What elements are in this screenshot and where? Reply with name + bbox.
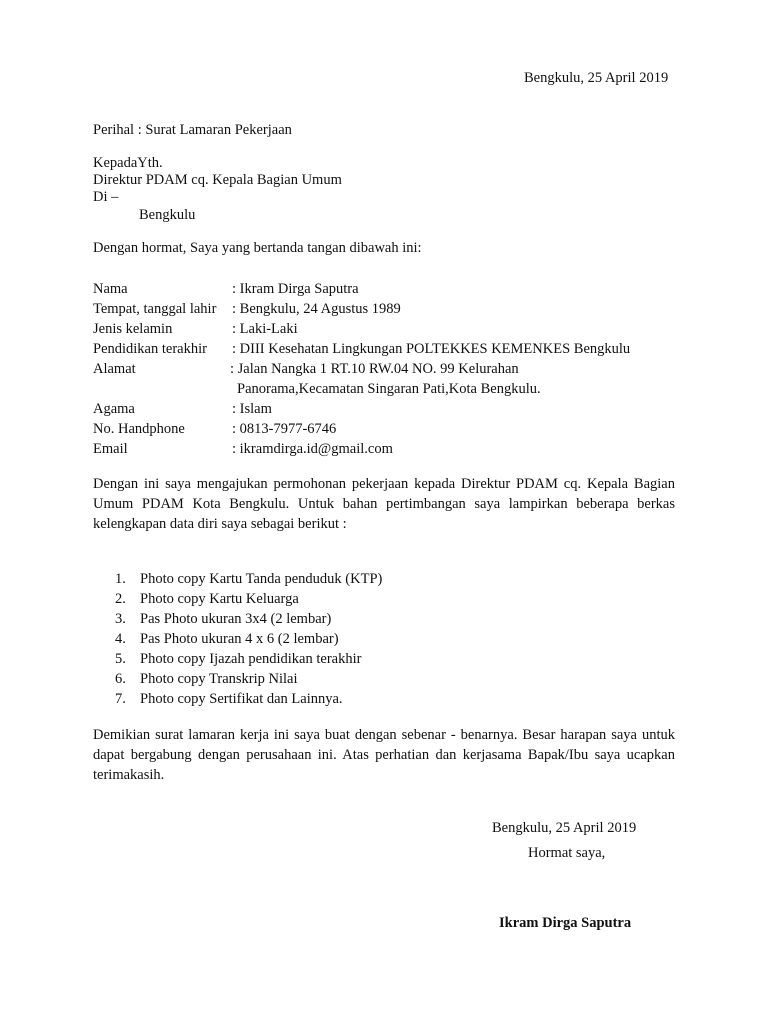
list-item-number: 1. — [115, 571, 126, 587]
identity-label: Alamat — [93, 361, 136, 377]
identity-label: Nama — [93, 281, 128, 297]
list-item-text: Photo copy Ijazah pendidikan terakhir — [140, 651, 362, 667]
identity-value: : Islam — [232, 401, 272, 417]
identity-value: : Laki-Laki — [232, 321, 298, 337]
signature-name: Ikram Dirga Saputra — [499, 915, 632, 931]
identity-label: Tempat, tanggal lahir — [93, 301, 217, 317]
list-item-number: 3. — [115, 611, 126, 627]
recipient-line-3: Di – — [93, 189, 119, 205]
identity-label: Agama — [93, 401, 135, 417]
identity-label: Email — [93, 441, 128, 457]
body-paragraph: Dengan ini saya mengajukan permohonan pekerjaan kepada Direktur PDAM cq. Kepala Bagian Umum PDAM Kota Bengkulu. Untuk bahan pertimbangan saya lampirkan beberapa berkas kelengkapan data diri saya sebagai berikut : — [93, 476, 675, 532]
list-item-number: 4. — [115, 631, 126, 647]
list-item-text: Photo copy Kartu Tanda penduduk (KTP) — [140, 571, 383, 587]
recipient-line-4: Bengkulu — [139, 207, 196, 223]
identity-label: Jenis kelamin — [93, 321, 173, 337]
list-item-text: Pas Photo ukuran 3x4 (2 lembar) — [140, 611, 332, 627]
identity-value: : DIII Kesehatan Lingkungan POLTEKKES KEMENKES Bengkulu — [232, 341, 631, 357]
identity-value-continuation: Panorama,Kecamatan Singaran Pati,Kota Bengkulu. — [237, 381, 541, 397]
list-item-number: 6. — [115, 671, 126, 687]
identity-value: : 0813-7977-6746 — [232, 421, 337, 437]
list-item-number: 5. — [115, 651, 126, 667]
list-item-number: 2. — [115, 591, 126, 607]
header-place-date: Bengkulu, 25 April 2019 — [524, 70, 669, 86]
signature-salutation: Hormat saya, — [528, 845, 606, 861]
list-item-number: 7. — [115, 691, 126, 707]
list-item-text: Photo copy Sertifikat dan Lainnya. — [140, 691, 343, 707]
list-item-text: Photo copy Kartu Keluarga — [140, 591, 299, 607]
identity-label: Pendidikan terakhir — [93, 341, 207, 357]
identity-value: : ikramdirga.id@gmail.com — [232, 441, 393, 457]
identity-value: : Ikram Dirga Saputra — [232, 281, 359, 297]
letter-subject: Perihal : Surat Lamaran Pekerjaan — [93, 122, 292, 138]
recipient-line-1: KepadaYth. — [93, 155, 163, 171]
signature-place-date: Bengkulu, 25 April 2019 — [492, 820, 637, 836]
list-item-text: Photo copy Transkrip Nilai — [140, 671, 298, 687]
identity-value: : Jalan Nangka 1 RT.10 RW.04 NO. 99 Kelurahan — [230, 361, 519, 377]
identity-label: No. Handphone — [93, 421, 185, 437]
list-item-text: Pas Photo ukuran 4 x 6 (2 lembar) — [140, 631, 339, 647]
identity-value: : Bengkulu, 24 Agustus 1989 — [232, 301, 401, 317]
opening-greeting: Dengan hormat, Saya yang bertanda tangan dibawah ini: — [93, 240, 422, 256]
closing-paragraph: Demikian surat lamaran kerja ini saya buat dengan sebenar - benarnya. Besar harapan saya untuk dapat bergabung dengan perusahaan ini. Atas perhatian dan kerjasama Bapak/Ibu saya ucapkan terimakasih. — [93, 727, 675, 783]
recipient-line-2: Direktur PDAM cq. Kepala Bagian Umum — [93, 172, 342, 188]
